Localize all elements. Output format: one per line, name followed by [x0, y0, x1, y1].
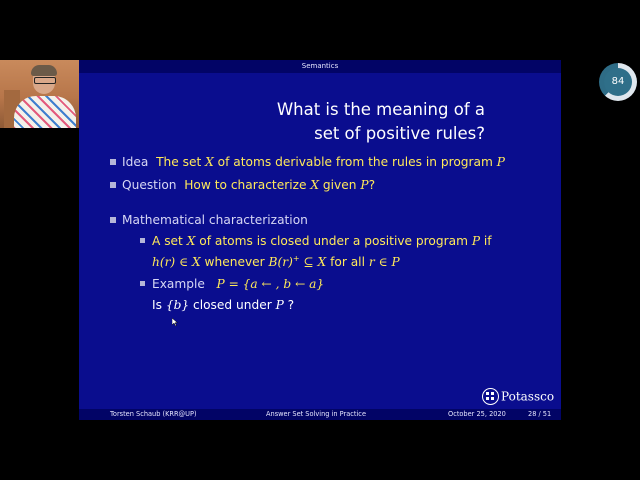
- sub-text: A set: [152, 234, 187, 248]
- math-subseteq: ⊆: [299, 255, 318, 269]
- math-x: X: [205, 155, 214, 169]
- closed-term: closed: [270, 234, 310, 248]
- item-label: Mathematical characterization: [122, 213, 308, 227]
- sub-bullet-icon: [140, 281, 145, 286]
- item-text: ?: [368, 178, 376, 192]
- potassco-logo-icon: [482, 388, 499, 405]
- math-p: P: [275, 298, 284, 312]
- item-text: How to characterize: [184, 178, 311, 192]
- footer-author: Torsten Schaub (KRR@UP): [110, 410, 197, 418]
- mouse-cursor-icon: [172, 318, 178, 326]
- progress-badge-value: 84: [604, 68, 632, 96]
- math-x: X: [191, 255, 201, 269]
- sub-text: whenever: [200, 255, 269, 269]
- example-program: P = {a ← , b ← a}: [216, 277, 325, 291]
- slide-title: [205, 98, 485, 146]
- sub-text: Is: [152, 298, 166, 312]
- sub-text: under a positive program: [309, 234, 472, 248]
- math-in: ∈: [175, 255, 192, 269]
- slide: [79, 60, 561, 420]
- item-text: given: [319, 178, 361, 192]
- math-h-r: h(r): [152, 255, 176, 269]
- list-item-mathematical: [122, 212, 308, 228]
- sub-item-example: [152, 276, 324, 292]
- footer-page: 28 / 51: [528, 410, 552, 418]
- math-p: P: [391, 255, 400, 269]
- slide-footer: [79, 409, 561, 420]
- list-item-question: [122, 177, 375, 193]
- footer-course: Answer Set Solving in Practice: [266, 410, 366, 418]
- item-label: Idea: [122, 155, 149, 169]
- progress-badge: [599, 63, 637, 101]
- item-text: The set: [156, 155, 206, 169]
- slide-title-line1: What is the meaning of a: [276, 100, 485, 119]
- sub-item-closed-formula: [152, 254, 400, 270]
- math-x: X: [310, 178, 320, 192]
- bullet-icon: [110, 159, 116, 165]
- webcam-person-shirt: [14, 96, 76, 128]
- potassco-logo: [482, 388, 554, 410]
- math-b-r: B(r): [268, 255, 293, 269]
- item-label: Question: [122, 178, 177, 192]
- slide-title-line2: set of positive rules?: [314, 124, 485, 143]
- sub-text: if: [480, 234, 492, 248]
- item-text: of atoms derivable from the rules in program: [213, 155, 497, 169]
- math-in: ∈: [374, 255, 392, 269]
- sub-text: of atoms is: [195, 234, 271, 248]
- sub-text: closed under: [189, 298, 276, 312]
- math-p: P: [496, 155, 505, 169]
- math-plus: +: [292, 253, 300, 263]
- bullet-icon: [110, 182, 116, 188]
- sub-bullet-icon: [140, 238, 145, 243]
- math-p: P: [360, 178, 369, 192]
- potassco-logo-text: Potassco: [501, 389, 555, 404]
- sub-text: ?: [283, 298, 295, 312]
- sub-text: for all: [326, 255, 369, 269]
- math-x: X: [186, 234, 196, 248]
- math-p: P: [471, 234, 481, 248]
- math-set-b: {b}: [165, 298, 190, 312]
- section-bar: Semantics: [79, 60, 561, 73]
- bullet-icon: [110, 217, 116, 223]
- math-r: r: [368, 255, 375, 269]
- footer-date: October 25, 2020: [448, 410, 506, 418]
- sub-item-example-question: [152, 297, 294, 313]
- list-item-idea: [122, 154, 505, 170]
- sub-item-closed-definition: [152, 233, 492, 249]
- webcam-glasses: [34, 77, 56, 84]
- webcam-person-hair: [31, 65, 57, 76]
- example-label: Example: [152, 277, 205, 291]
- math-x: X: [317, 255, 327, 269]
